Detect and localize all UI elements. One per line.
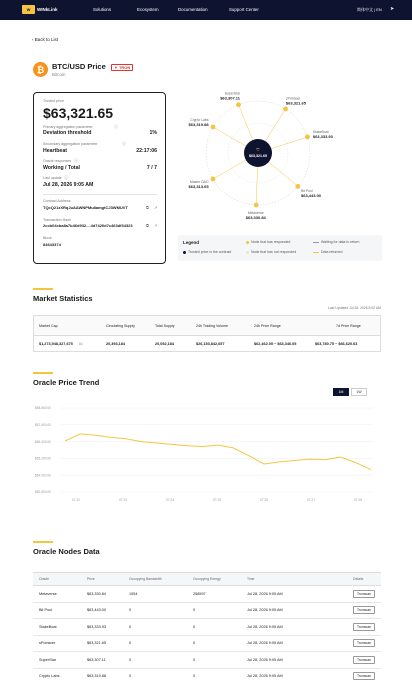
tronscan-button[interactable]: Tronscan	[353, 623, 375, 631]
tronscan-button[interactable]: Tronscan	[353, 639, 375, 647]
node-energy: 0	[193, 657, 196, 662]
x-tick-label: 07.28	[354, 498, 362, 502]
trusted-price-label: Trusted price	[43, 99, 64, 103]
price-card	[33, 92, 166, 264]
y-tick-label: $68,800.00	[35, 406, 51, 411]
radar-node-name: SuperStar	[224, 91, 241, 96]
chevron-left-icon: ‹	[32, 37, 35, 42]
node-bandwidth: 0	[129, 624, 132, 629]
tx-label: Transaction Hash	[43, 218, 72, 222]
timeframe-1w-button[interactable]: 1W	[351, 388, 367, 396]
radar-node-dot[interactable]	[254, 203, 259, 208]
radar-node-price: $63,321.65	[285, 100, 306, 106]
market-header-row	[34, 316, 380, 336]
node-bandwidth: 0	[129, 674, 132, 679]
primary-value: 1%	[149, 130, 157, 136]
radar-node-price: $63,313.65	[188, 184, 209, 189]
node-time: Jul 28, 2026 9:05 AM	[247, 624, 283, 629]
radar-node-name: StakeBoat	[312, 129, 329, 134]
price-line	[65, 434, 371, 470]
nav-support-center[interactable]: Support Center	[229, 7, 259, 12]
block-number[interactable]: 84643374	[43, 242, 61, 247]
table-row	[33, 603, 381, 620]
logo-text: WINkLink	[37, 7, 58, 12]
radar-node-dot[interactable]	[236, 102, 241, 107]
table-row	[33, 636, 381, 653]
header-energy: Occupying Energy	[193, 577, 221, 581]
radar-node-dot[interactable]	[211, 177, 216, 182]
header-details: Details	[353, 577, 364, 581]
table-row	[33, 586, 381, 603]
radar-node-name: Bit Pool	[301, 188, 313, 193]
tx-hash: 2ccb04cba8a7b46d932....4d7420d7c463df34323	[43, 223, 133, 228]
radar-node-dot[interactable]	[305, 135, 310, 140]
header-market-cap: Market Cap	[39, 324, 58, 328]
market-cap-value: $1,273,948,327,675	[39, 342, 73, 346]
radar-node-price: $63,319.88	[188, 122, 209, 127]
contract-label: Contract Address	[43, 199, 71, 203]
header-time: Time	[247, 577, 255, 581]
nodes-title: Oracle Nodes Data	[33, 547, 100, 556]
updated-value: Jul 28, 2026 9:05 AM	[43, 182, 94, 188]
range-24h-value: $62,462.05 ~ $63,346.05	[254, 342, 297, 346]
oracle-label: Oracle responses	[43, 159, 72, 163]
radar-node-name: Metaverse	[247, 210, 264, 215]
price-trend-chart	[33, 400, 381, 512]
table-row	[33, 619, 381, 636]
section-accent	[33, 541, 53, 543]
primary-name: Deviation threshold	[43, 130, 92, 136]
node-price: $63,307.11	[87, 657, 106, 662]
y-tick-label: $62,800.00	[35, 490, 51, 495]
header-oracle: Oracle	[39, 577, 49, 581]
info-icon[interactable]: ⓘ	[122, 141, 126, 146]
radar-node-price: $63,333.93	[312, 133, 333, 139]
header-24h-range: 24h Price Range	[254, 324, 281, 328]
node-bandwidth: 0	[129, 657, 132, 662]
market-last-updated: Last Updated Jul 28, 2026 8:02 AM	[328, 306, 381, 310]
header-price: Price	[87, 577, 95, 581]
radar-node-name: Crypto Labs	[190, 118, 209, 122]
x-tick-label: 07.27	[307, 498, 315, 502]
market-title: Market Statistics	[33, 294, 93, 303]
tronscan-button[interactable]: Tronscan	[353, 672, 375, 680]
header-total-supply: Total Supply	[155, 324, 175, 328]
y-tick-label: $64,000.00	[35, 473, 51, 478]
nav-documentation[interactable]: Documentation	[178, 7, 208, 12]
trend-title: Oracle Price Trend	[33, 378, 100, 387]
timeframe-1m-button[interactable]: 1M	[333, 388, 349, 396]
volume-value: $26,153,842,657	[196, 342, 225, 346]
node-energy: 0	[193, 624, 196, 629]
legend-item-waiting: Waiting for data to return	[313, 240, 359, 244]
secondary-name: Heartbeat	[43, 148, 67, 154]
info-icon[interactable]: ⓘ	[64, 175, 68, 180]
y-tick-label: $66,400.00	[35, 439, 51, 444]
logo-mark-icon: W	[22, 5, 35, 14]
node-time: Jul 28, 2026 9:05 AM	[247, 657, 283, 662]
tronscan-button[interactable]: Tronscan	[353, 590, 375, 598]
range-7d-value: $63,780.75 ~ $66,620.63	[315, 342, 358, 346]
oracle-nodes-table	[33, 572, 381, 680]
section-accent	[33, 288, 53, 290]
table-row	[33, 652, 381, 669]
radar-node-price: $63,307.11	[220, 95, 241, 101]
node-time: Jul 28, 2026 9:05 AM	[247, 608, 283, 613]
nav-ecosystem[interactable]: Ecosystem	[137, 7, 159, 12]
legend-item-not-responded: Node that has not responded	[246, 250, 296, 254]
legend-item-trusted: Trusted price in the contract	[183, 250, 231, 254]
radar-node-name: sPotracer	[285, 96, 301, 101]
node-bandwidth: 0	[129, 608, 132, 613]
radar-center-price: $63,321.65	[249, 154, 267, 158]
top-nav	[0, 0, 412, 20]
x-tick-label: 07.26	[260, 498, 268, 502]
oracle-radar	[176, 90, 382, 235]
node-oracle: StakeBoat	[39, 624, 57, 629]
node-oracle: sPotracer	[39, 641, 56, 646]
telegram-icon[interactable]: ➤	[390, 6, 395, 12]
node-price: $63,319.88	[87, 674, 107, 679]
y-tick-label: $67,600.00	[35, 423, 51, 427]
header-circulating: Circulating Supply	[106, 324, 135, 328]
node-price: $63,333.93	[87, 624, 107, 629]
section-accent	[33, 372, 53, 374]
x-tick-label: 07.24	[166, 498, 174, 502]
circulating-value: 20,393,184	[106, 342, 126, 346]
info-icon[interactable]: ⓘ	[114, 124, 118, 129]
node-oracle: Bit Pool	[39, 608, 53, 613]
node-energy: 0	[193, 674, 196, 679]
node-time: Jul 28, 2026 9:05 AM	[247, 674, 283, 679]
market-stats-table	[33, 315, 381, 352]
tronscan-button[interactable]: Tronscan	[353, 656, 375, 664]
radar-node-name: Master DAO	[189, 180, 209, 184]
node-time: Jul 28, 2026 9:05 AM	[247, 591, 283, 596]
node-oracle: Metaverse	[39, 591, 57, 596]
header-volume: 24h Trading Volume	[196, 324, 228, 328]
node-time: Jul 28, 2026 9:05 AM	[247, 641, 283, 646]
secondary-label: Secondary aggregation parameter	[43, 142, 98, 146]
legend	[178, 235, 382, 261]
legend-item-responded: Node that has responded	[246, 240, 290, 244]
node-bandwidth: 0	[129, 641, 132, 646]
node-oracle: SuperStar	[39, 657, 57, 662]
table-row	[33, 669, 381, 680]
total-supply-value: 20,052,184	[155, 342, 175, 346]
radar-node-price: $63,330.84	[245, 214, 266, 220]
header-7d-range: 7d Price Range	[336, 324, 361, 328]
page-title: BTC/USD Price ▼ TRON	[52, 62, 133, 71]
contract-address: TQcQ21zXRqJuAAWNPMu8amgtCJ3WMUVT	[43, 205, 128, 210]
radar-node-price: $63,443.00	[301, 192, 322, 198]
updated-label: Last update	[43, 176, 62, 180]
bitcoin-icon: ₿	[33, 62, 48, 77]
x-tick-label: 07.23	[119, 498, 127, 502]
node-energy: 258597	[193, 591, 206, 596]
node-price: $63,330.84	[87, 591, 107, 596]
node-bandwidth: 1054	[129, 591, 138, 596]
secondary-value: 22:17:06	[136, 148, 157, 154]
primary-label: Primary aggregation parameter	[43, 125, 93, 129]
node-energy: 0	[193, 608, 196, 613]
copy-icon[interactable]: ⧉	[146, 205, 149, 210]
info-icon[interactable]: ⓘ	[74, 158, 78, 163]
x-tick-label: 07.25	[213, 498, 221, 502]
language-switch[interactable]: 简体中文 | EN	[357, 7, 382, 12]
y-tick-label: $65,200.00	[35, 456, 51, 461]
external-link-icon[interactable]: ↗	[154, 205, 158, 210]
market-rank: #1	[79, 342, 83, 346]
radar-node-dot[interactable]	[283, 107, 288, 112]
node-price: $63,321.65	[87, 641, 107, 646]
external-link-icon[interactable]: ↗	[154, 223, 158, 228]
block-label: Block	[43, 236, 52, 240]
radar-node-dot[interactable]	[295, 184, 300, 189]
divider	[43, 194, 157, 195]
radar-node-dot[interactable]	[211, 125, 216, 130]
network-badge: ▼ TRON	[111, 64, 133, 71]
nodes-header-row	[33, 572, 381, 586]
back-link[interactable]: ‹ Back to List	[32, 37, 59, 42]
node-oracle: Crypto Labs	[39, 674, 60, 679]
logo[interactable]	[22, 5, 58, 14]
copy-icon[interactable]: ⧉	[146, 223, 149, 228]
node-energy: 0	[193, 641, 196, 646]
trusted-price: $63,321.65	[43, 105, 114, 121]
shield-icon: ⛉	[256, 147, 260, 152]
header-bandwidth: Occupying Bandwidth	[129, 577, 162, 581]
tronscan-button[interactable]: Tronscan	[353, 606, 375, 614]
x-tick-label: 07.22	[72, 498, 80, 502]
oracle-value: 7 / 7	[146, 165, 157, 171]
node-price: $63,443.00	[87, 608, 107, 613]
pair-subtitle: Bitcoin	[52, 72, 66, 77]
pair-header	[33, 62, 133, 77]
oracle-name: Working / Total	[43, 165, 80, 171]
nav-solutions[interactable]: Solutions	[93, 7, 112, 12]
legend-item-returned: Data returned	[313, 250, 342, 254]
legend-title: Legend	[183, 240, 200, 245]
